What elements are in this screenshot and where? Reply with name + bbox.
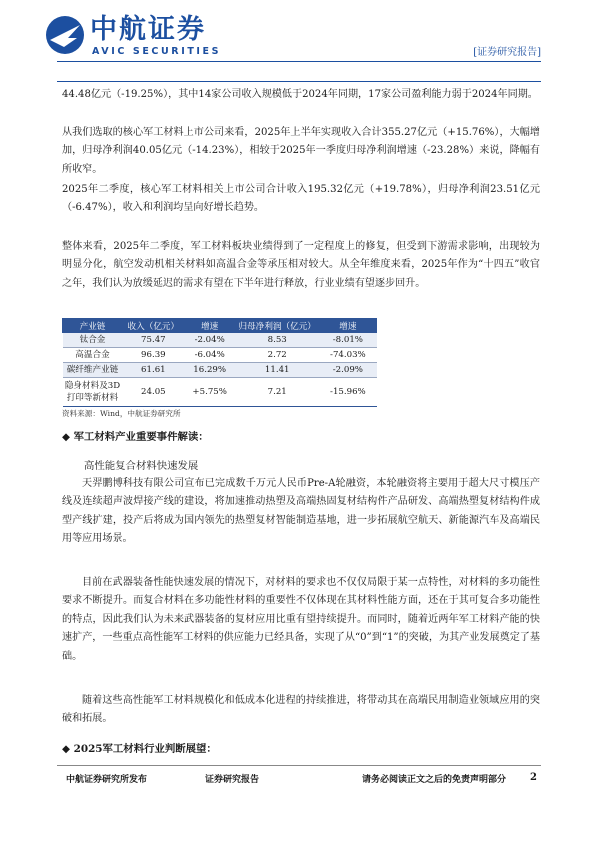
section-heading-events: ◆ 军工材料产业重要事件解读： <box>62 431 209 443</box>
logo-chinese-name: 中航证券 <box>90 14 206 45</box>
table-cell: -6.04% <box>184 348 235 363</box>
paragraph-4: 整体来看，2025年二季度，军工材料板块业绩得到了一定程度上的修复，但受到下游需求影响，出现较为明显分化，航空发动机相关材料如高温合金等承压相对较大。从全年维度来看，2025年作为“十四五”收官之年，我们认为放缓延迟的需求有望在下半年进行释放，行业业绩有望逐步回升。 <box>62 241 540 289</box>
table-cell: 7.21 <box>235 378 319 407</box>
header-divider-secondary <box>57 81 541 82</box>
table-cell: 61.61 <box>123 363 185 378</box>
company-logo <box>44 12 244 62</box>
document-type-tag: [证券研究报告] <box>473 47 541 58</box>
table-cell: 隐身材料及3D打印等新材料 <box>63 378 123 407</box>
footer-divider <box>57 765 541 766</box>
table-cell: 钛合金 <box>63 333 123 348</box>
column-header: 产业链 <box>63 319 123 333</box>
table-cell: -74.03% <box>319 348 376 363</box>
column-header: 归母净利润（亿元） <box>235 319 319 333</box>
paragraph-3: 2025年二季度，核心军工材料相关上市公司合计收入195.32亿元（+19.78%），归母净利润23.51亿元（-6.47%），收入和利润均呈向好增长趋势。 <box>62 184 540 214</box>
table-row <box>63 348 377 363</box>
table-cell: 11.41 <box>235 363 319 378</box>
table-cell: 75.47 <box>123 333 185 348</box>
table-cell: -8.01% <box>319 333 376 348</box>
table-cell: 8.53 <box>235 333 319 348</box>
header-divider <box>57 61 541 62</box>
table-header-row <box>63 319 377 333</box>
paragraph-2: 从我们选取的核心军工材料上市公司来看，2025年上半年实现收入合计355.27亿元（+15.76%），大幅增加，归母净利润40.05亿元（-14.23%），相较于2025年一季度归母净利润增速（-23.28%）来说，降幅有所收窄。 <box>62 127 540 175</box>
table-cell: 高温合金 <box>63 348 123 363</box>
table-cell: -2.09% <box>319 363 376 378</box>
table-cell: -15.96% <box>319 378 376 407</box>
logo-english-name: AVIC SECURITIES <box>92 46 222 57</box>
subsection-heading: 高性能复合材料快速发展 <box>84 460 199 472</box>
table-cell: 24.05 <box>123 378 185 407</box>
table-row <box>63 363 377 378</box>
table-cell: -2.04% <box>184 333 235 348</box>
table-row <box>63 333 377 348</box>
paragraph-1: 44.48亿元（-19.25%），其中14家公司收入规模低于2024年同期，17家公司盈利能力弱于2024年同期。 <box>62 89 538 100</box>
footer-disclaimer: 请务必阅读正文之后的免责声明部分 <box>362 775 507 785</box>
column-header: 增速 <box>319 319 376 333</box>
table-cell: 碳纤维产业链 <box>63 363 123 378</box>
materials-performance-table <box>62 318 377 407</box>
table-row <box>63 378 377 407</box>
paragraph-event-1: 天羿鹏博科技有限公司宣布已完成数千万元人民币Pre-A轮融资，本轮融资将主要用于超大尺寸模压产线及连续超声波焊接产线的建设，将加速推动热塑及高端热固复材结构件产品研发、高端热塑复材结构件成型产线扩建，投产后将成为国内领先的热塑复材智能制造基地，进一步拓展航空航天、新能源汽车及高端民用等应用场景。 <box>62 478 540 545</box>
table-cell: 96.39 <box>123 348 185 363</box>
paragraph-event-3: 随着这些高性能军工材料规模化和低成本化进程的持续推进，将带动其在高端民用制造业领域应用的突破和拓展。 <box>62 695 540 725</box>
table-cell: 16.29% <box>184 363 235 378</box>
page-number: 2 <box>530 772 537 783</box>
table-source-note: 资料来源：Wind，中航证券研究所 <box>62 409 181 418</box>
column-header: 增速 <box>184 319 235 333</box>
paragraph-event-2: 目前在武器装备性能快速发展的情况下，对材料的要求也不仅仅局限于某一点特性，对材料的多功能性要求不断提升。而复合材料在多功能性材料的重要性不仅体现在其材料性能方面，还在于其可复合多功能性的特点，因此我们认为未来武器装备的复材应用比重有望持续提升。而同时，随着近两年军工材料产能的快速扩产，一些重点高性能军工材料的供应能力已经具备，实现了从“0”到“1”的突破，为其产业发展奠定了基础。 <box>62 577 540 662</box>
table-cell: +5.75% <box>184 378 235 407</box>
table-cell: 2.72 <box>235 348 319 363</box>
avic-wing-logo-icon <box>44 14 86 56</box>
footer-report-type: 证券研究报告 <box>205 775 260 785</box>
section-heading-outlook: ◆ 2025军工材料行业判断展望： <box>62 743 217 755</box>
footer-publisher: 中航证券研究所发布 <box>66 775 148 785</box>
column-header: 收入（亿元） <box>123 319 185 333</box>
